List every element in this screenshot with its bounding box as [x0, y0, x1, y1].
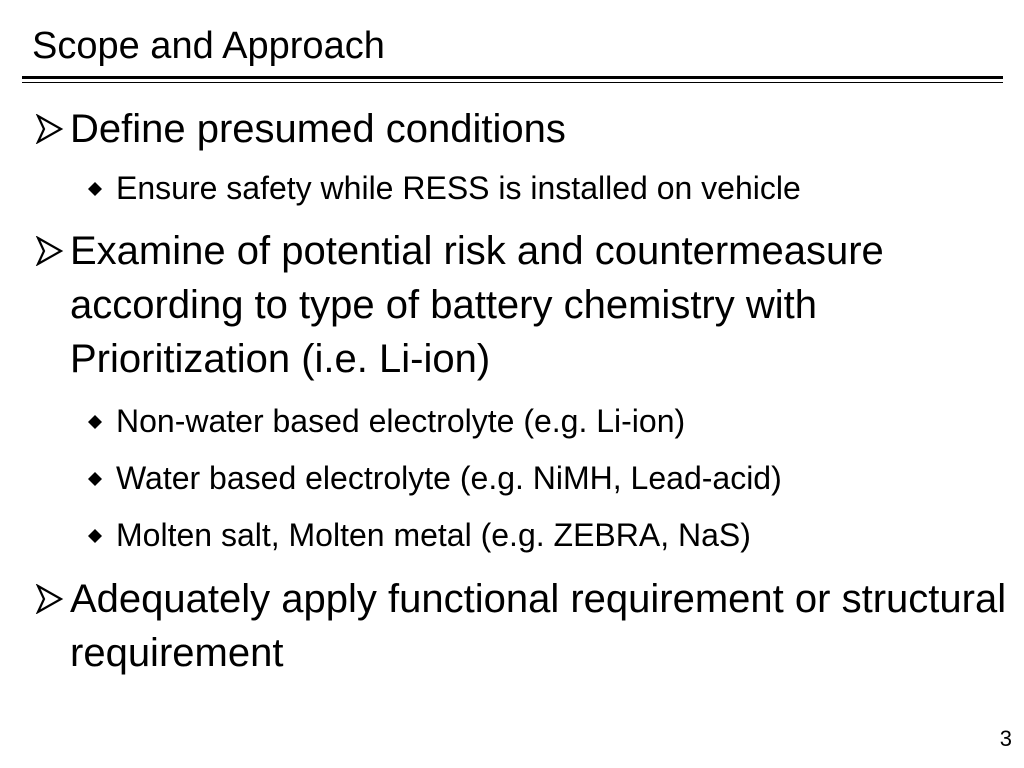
sub-bullet-2-3 — [88, 515, 1008, 555]
bullet-2 — [34, 224, 1009, 386]
bullet-3 — [34, 572, 1009, 680]
title-underline-thick — [22, 76, 1003, 79]
slide-title: Scope and Approach — [32, 25, 385, 67]
diamond-bullet-icon — [88, 182, 102, 196]
arrow-bullet-icon — [34, 114, 64, 144]
title-underline-thin — [22, 82, 1003, 83]
bullet-text: Adequately apply functional requirement or structural requirement — [70, 577, 1007, 675]
sub-bullet-2-1 — [88, 401, 1008, 441]
bullet-text: Examine of potential risk and countermeasure according to type of battery chemistry with Prioritization (i.e. Li-ion) — [70, 229, 884, 381]
diamond-bullet-icon — [88, 415, 102, 429]
sub-bullet-text: Non-water based electrolyte (e.g. Li-ion) — [116, 403, 686, 439]
bullet-1 — [34, 102, 1009, 156]
sub-bullet-1-1 — [88, 168, 1008, 208]
diamond-bullet-icon — [88, 472, 102, 486]
page-number: 3 — [999, 726, 1012, 751]
sub-bullet-text: Molten salt, Molten metal (e.g. ZEBRA, NaS) — [116, 517, 751, 553]
sub-bullet-text: Water based electrolyte (e.g. NiMH, Lead-acid) — [116, 460, 782, 496]
sub-bullet-text: Ensure safety while RESS is installed on vehicle — [116, 170, 801, 206]
arrow-bullet-icon — [34, 236, 64, 266]
sub-bullet-2-2 — [88, 458, 1008, 498]
bullet-text: Define presumed conditions — [70, 107, 566, 151]
diamond-bullet-icon — [88, 529, 102, 543]
arrow-bullet-icon — [34, 584, 64, 614]
